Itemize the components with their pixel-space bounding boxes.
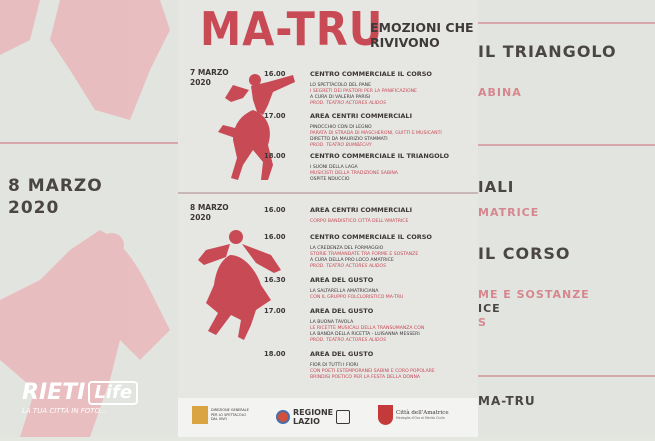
event-time: 17.00 xyxy=(264,112,286,120)
poster-title: MA-TRU xyxy=(200,2,384,56)
background-date: 8 MARZO 2020 xyxy=(8,176,103,218)
event-line: PROD. TEATRO ACTORES ALIDOS xyxy=(310,264,386,269)
divider-line xyxy=(478,375,655,377)
divider-line xyxy=(0,142,178,144)
event-title: CENTRO COMMERCIALE IL CORSO xyxy=(310,70,432,78)
event-line: PINOCCHIO CON DI LEGNO xyxy=(310,125,372,130)
logo-regione-lazio xyxy=(276,408,350,426)
event-item xyxy=(310,276,470,301)
event-time: 18.00 xyxy=(264,152,286,160)
regione-emblem-icon xyxy=(276,410,290,424)
background-right-panel xyxy=(478,0,655,437)
background-text-5: IL CORSO xyxy=(478,244,571,263)
background-text-6: ME E SOSTANZE xyxy=(478,288,590,301)
event-title: AREA CENTRI COMMERCIALI xyxy=(310,206,412,214)
ministry-emblem-icon xyxy=(192,406,208,424)
event-item xyxy=(310,112,470,149)
background-text-7: ICE xyxy=(478,302,501,315)
amatrice-crest-icon xyxy=(378,405,393,425)
event-line: PROD. TEATRO BUMBECHY xyxy=(310,143,372,148)
event-item xyxy=(310,307,470,344)
event-time: 16.00 xyxy=(264,233,286,241)
event-line: BRINDISI POETICO PER LA FESTA DELLA DONNA xyxy=(310,375,421,380)
event-title: CENTRO COMMERCIALE IL CORSO xyxy=(310,233,432,241)
event-time: 18.00 xyxy=(264,350,286,358)
poster-footer xyxy=(178,398,478,437)
event-time: 17.00 xyxy=(264,307,286,315)
logo-regione-text-1: REGIONE xyxy=(293,408,334,417)
event-line: A CURA DELLA PRO LOCO AMATRICE xyxy=(310,258,394,263)
event-item xyxy=(310,350,470,381)
dancer-1-silhouette xyxy=(213,70,298,185)
logo-citta-amatrice xyxy=(378,405,449,425)
event-line: PARATA DI STRADA DI MASCHERONI, GUITTI E MUSICANTI xyxy=(310,131,442,136)
event-title: CENTRO COMMERCIALE IL TRIANGOLO xyxy=(310,152,450,160)
section-divider xyxy=(178,192,478,194)
event-poster xyxy=(178,0,478,437)
event-line: LA SALTARELLA AMATRICIANA xyxy=(310,289,379,294)
event-line: LO SPETTACOLO DEL PANE xyxy=(310,83,372,88)
event-line: I SEGRETI DEI PASTORI PER LA PANIFICAZIONE xyxy=(310,89,417,94)
background-text-2: ABINA xyxy=(478,86,522,99)
divider-line xyxy=(478,144,655,146)
event-title: AREA CENTRI COMMERCIALI xyxy=(310,112,412,120)
watermark-brand-life: Life xyxy=(88,381,138,405)
event-line: LA BUONA TAVOLA xyxy=(310,320,354,325)
event-line: CON POETI ESTEMPORANEI SABINI E CORO POPOLARE xyxy=(310,369,435,374)
day-1-date: 7 MARZO 2020 xyxy=(190,68,229,87)
background-left-panel xyxy=(0,0,178,437)
background-text-3: IALI xyxy=(478,178,515,196)
event-time: 16.00 xyxy=(264,206,286,214)
poster-subtitle: EMOZIONI CHE RIVIVONO xyxy=(370,20,474,50)
background-text-8: S xyxy=(478,316,487,329)
watermark-tagline: LA TUA CITTÀ IN FOTO... xyxy=(22,407,107,415)
event-time: 16.00 xyxy=(264,70,286,78)
event-line: DIRETTO DA MAURIZIO STAMMATI xyxy=(310,137,388,142)
event-item xyxy=(310,233,470,270)
event-line: MUSICISTI DELLA TRADIZIONE SABINA xyxy=(310,171,398,176)
event-title: AREA DEL GUSTO xyxy=(310,307,374,315)
background-text-9: MA-TRU xyxy=(478,394,536,408)
event-item xyxy=(310,152,470,183)
event-line: LE RICETTE MUSICALI DELLA TRANSUMANZA CON xyxy=(310,326,425,331)
event-title: AREA DEL GUSTO xyxy=(310,276,374,284)
dancer-2-silhouette xyxy=(196,225,286,350)
event-title: AREA DEL GUSTO xyxy=(310,350,374,358)
logo-ministry xyxy=(192,406,251,424)
watermark-brand-rieti: RIETI xyxy=(22,380,86,405)
background-text-4: MATRICE xyxy=(478,206,540,219)
logo-amatrice-text-1: Città dell'Amatrice xyxy=(396,410,449,416)
event-line: OSPITE NDUCCIO xyxy=(310,177,350,182)
divider-line xyxy=(478,22,655,24)
event-item xyxy=(310,70,470,107)
event-line: I SUONI DELLA LAGA xyxy=(310,165,358,170)
day-2-date: 8 MARZO 2020 xyxy=(190,203,229,222)
regione-wave-icon xyxy=(336,410,350,424)
event-item xyxy=(310,206,470,225)
event-line: A CURA DI VALERIA PARISI xyxy=(310,95,371,100)
event-line: PROD. TEATRO ACTORES ALIDOS xyxy=(310,338,386,343)
logo-ministry-text: DIREZIONE GENERALE PER LO SPETTACOLO DAL VIVO xyxy=(211,408,249,422)
event-line: LA BANDA DELLA RICETTA - LUISANNA MESSERI xyxy=(310,332,420,337)
event-line: FIOR DI TUTTI I FIORI xyxy=(310,363,359,368)
logo-regione-text-2: LAZIO xyxy=(293,417,320,426)
event-line: STORIE TRAMANDATE TRA FORME E SOSTANZE xyxy=(310,252,419,257)
event-line: CORPO BANDISTICO CITTÀ DELL'AMATRICE xyxy=(310,219,409,224)
background-text-1: IL TRIANGOLO xyxy=(478,42,617,61)
event-time: 16.30 xyxy=(264,276,286,284)
rietilife-watermark xyxy=(22,380,138,415)
event-line: PROD. TEATRO ACTORES ALIDOS xyxy=(310,101,386,106)
event-line: LA CREDENZA DEL FORMAGGIO xyxy=(310,246,384,251)
logo-amatrice-text-2: Medaglia d'Oro al Merito Civile xyxy=(396,416,445,420)
event-line: CON IL GRUPPO FOLCLORISTICO MA-TRU xyxy=(310,295,404,300)
